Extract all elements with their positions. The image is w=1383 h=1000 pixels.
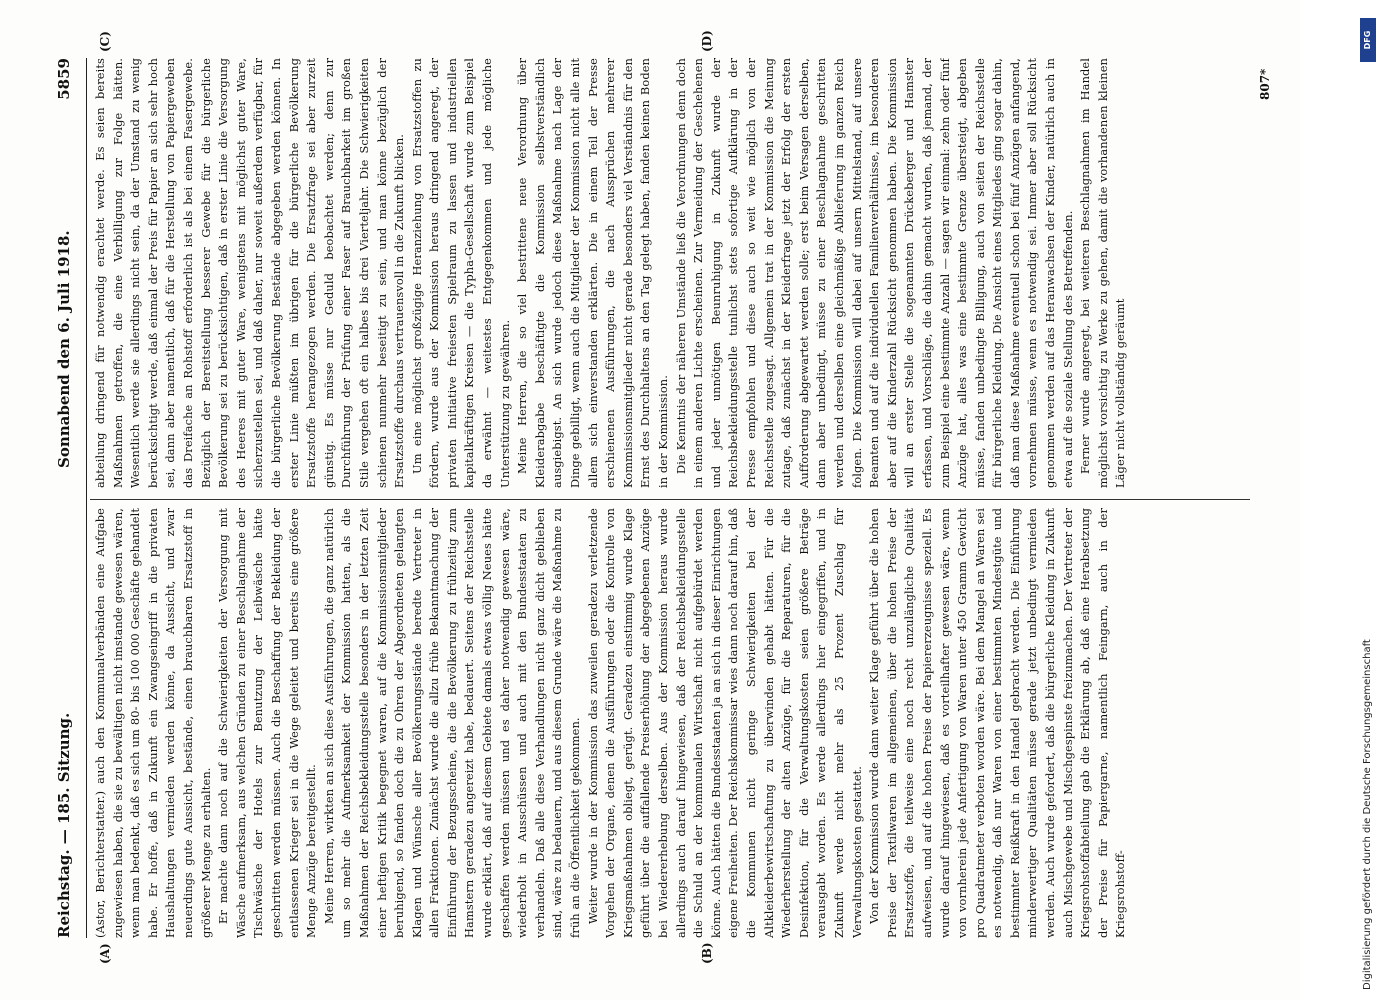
header-left: Reichstag. — 185. Sitzung. (55, 712, 73, 938)
footer-number: 807* (1258, 68, 1272, 100)
page-header (55, 58, 83, 938)
margin-marker-c: (C) (98, 31, 112, 52)
paragraph: Meine Herren, wirkten an sich diese Ausführungen, die ganz natürlich um so mehr die Aufmerksamkeit der Kommission hatten, als die Maßnahmen der Reichsbekleidungsstelle besonders in der letzten Zeit einer heftigen Kritik begegnet waren, auf die Kommissionsmitglieder beruhigend, so fanden doch die zu Ohren der Abgeordneten gelangten Klagen und Wünsche aller Bevölkerungsstände beredte Vertreter in allen Fraktionen. Zunächst wurde die allzu frühe Bekanntmachung der Einführung der Bezugsscheine, die die Bevölkerung zu frühzeitig zum Hamstern geradezu angereizt habe, bedauert. Seitens der Reichsstelle wurde erklärt, daß auf diesem Gebiete damals etwas völlig Neues hätte geschaffen werden müssen und es daher notwendig gewesen wäre, wiederholt in Ausschüssen und auch mit den Bundesstaaten zu verhandeln. Daß alle diese Verhandlungen nicht ganz dicht geblieben sind, wäre zu bedauern, und aus diesem Grunde wäre die Maßnahme zu früh an die Öffentlichkeit gekommen. (321, 508, 583, 938)
text-column-right (92, 58, 1252, 488)
paragraph: Um eine möglichst großzügige Heranziehung von Ersatzstoffen zu fördern, wurde aus der Kommission heraus dringend angeregt, der privaten Initiative freiesten Spielraum zu lassen und industriellen kapitalkräftigen Kreisen — die Typha-Gesellschaft wurde zum Beispiel da erwähnt — weitestes Entgegenkommen und jede mögliche Unterstützung zu gewähren. (409, 58, 512, 488)
paragraph: (Astor, Berichterstatter.) auch den Kommunalverbänden eine Aufgabe zugewiesen haben, die sie zu bewältigen nicht imstande gewesen wären, wenn man bedenkt, daß es sich um 80- bis 100 000 Geschäfte gehandelt habe. Er hoffe, daß in Zukunft ein Zwangseingriff in die privaten Haushaltungen vermieden werden könne, da Aussicht, und zwar neuerdings gute Aussicht, bestände, einen brauchbaren Ersatzstoff in größerer Menge zu erhalten. (93, 508, 213, 938)
paragraph: abteilung dringend für notwendig erachtet werde. Es seien bereits Maßnahmen getroffen, die eine Verbilligung zur Folge hätten. Wesentlich werde sie allerdings nicht sein, da der Umstand zu wenig berücksichtigt werde, daß einmal der Preis für Papier an sich sehr hoch sei, dann aber namentlich, daß für die Herstellung von Papiergeweben das Dreifache an Rohstoff erforderlich ist als bei einem Fasergewebe. Bezüglich der Bereitstellung besserer Gewebe für die bürgerliche Bevölkerung sei zu berücksichtigen, daß in erster Linie die Versorgung des Heeres mit guter Ware, wenigstens mit möglichst guter Ware, sicherzustellen sei, und daß daher, nur soweit außerdem verfügbar, für die bürgerliche Bevölkerung Bestände abgegeben werden können. In erster Linie müßten im übrigen für die bürgerliche Bevölkerung Ersatzstoffe herangezogen werden. Die Ersatzfrage sei aber zurzeit günstig. Es müsse nur Geduld beobachtet werden; denn zur Durchführung der Prüfung einer Faser auf Brauchbarkeit im großen Stile vergehen oft ein halbes bis drei Vierteljahr. Die Schwierigkeiten schienen nunmehr beseitigt zu sein, und man könne bezüglich der Ersatzstoffe durchaus vertrauensvoll in die Zukunft blicken. (93, 58, 407, 488)
header-rule (86, 58, 87, 938)
margin-marker-a: (A) (98, 943, 112, 964)
digitization-note (1358, 10, 1378, 990)
paragraph: Meine Herren, die so viel bestrittene neue Verordnung über Kleiderabgabe beschäftigte die Kommission selbstverständlich ausgiebigst. An sich wurde jedoch diese Maßnahme nach Lage der Dinge gebilligt, wenn auch die Mitglieder der Kommission nicht alle mit allem sich einverstanden erklärten. Die in einem Teil der Presse erschienenen Ausführungen, die nach Aussprüchen mehrerer Kommissionsmitglieder nicht gerade besonders viel Verständnis für den Ernst des Durchhaltens an den Tag gelegt haben, fanden keinen Boden in der Kommission. (515, 58, 670, 488)
paragraph: Ferner wurde angeregt, bei weiteren Beschlagnahmen im Handel möglichst vorsichtig zu Werke zu gehen, damit die vorhandenen kleinen Läger nicht vollständig geräumt (1078, 58, 1128, 488)
paragraph: Von der Kommission wurde dann weiter Klage geführt über die hohen Preise der Textilwaren im allgemeinen, über die hohen Preise der Ersatzstoffe, die teilweise eine noch recht unzulängliche Qualität aufweisen, und auf die hohen Preise der Papiererzeugnisse speziell. Es wurde darauf hingewiesen, daß es vorteilhafter gewesen wäre, wenn von vornherein jede Anfertigung von Waren unter 450 Gramm Gewicht pro Quadratmeter verboten worden wäre. Bei dem Mangel an Waren sei es notwendig, daß nur Waren von einer bestimmten Mindestgüte und bestimmter Reißkraft in den Handel gebracht werden. Die Einführung minderwertiger Qualitäten müsse gerade jetzt unbedingt vermieden werden. Auch wurde gefordert, daß die bürgerliche Kleidung in Zukunft auch Mischgewebe und Mischgespinste freizumachen. Der Vertreter der Kriegsrohstoffabteilung gab die Erklärung ab, daß eine Herabsetzung der Preise für Papiergarne, namentlich Feingarn, auch in der Kriegsrohstoff- (867, 508, 1128, 938)
paragraph: Er machte dann noch auf die Schwierigkeiten der Versorgung mit Wäsche aufmerksam, aus welchen Gründen zu einer Beschlagnahme der Tischwäsche der Hotels zur Benutzung der Leibwäsche hätte geschritten werden müssen. Auch die Beschaffung der Bekleidung der entlassenen Krieger sei in die Wege geleitet und bereits eine größere Menge Anzüge bereitgestellt. (216, 508, 319, 938)
dfg-logo-text: DFG (1363, 30, 1372, 50)
digitization-strip (1358, 10, 1378, 990)
text-column-left (92, 508, 1252, 938)
margin-marker-b: (B) (700, 942, 714, 964)
header-date: Sonnabend den 6. Juli 1918. (55, 230, 73, 468)
paragraph: Weiter wurde in der Kommission das zuweilen geradezu verletzende Vorgehen der Organe, denen die Ausführungen oder die Kontrolle von Kriegsmaßnahmen obliegt, gerügt. Geradezu einstimmig wurde Klage geführt über die auffallende Preiserhöhung der abgegebenen Anzüge bei Wiedererhebung derselben. Aus der Kommission heraus wurde allerdings auch darauf hingewiesen, daß der Reichsbekleidungsstelle die Schuld an der kommunalen Wirtschaft nicht aufgebürdet werden könne. Auch hätten die Bundesstaaten ja an sich in dieser Einrichtungen eigene Freiheiten. Der Reichskommissar wies dann noch darauf hin, daß die Kommunen nicht geringe Schwierigkeiten bei der Altkleiderbewirtschaftung zu überwinden gehabt hätten. Für die Wiederherstellung der alten Anzüge, für die Reparaturen, für die Desinfektion, für die Verwaltungskosten seien größere Beträge verausgabt worden. Es werde allerdings hier eingegriffen, und in Zukunft werde nicht mehr als 25 Prozent Zuschlag für Verwaltungskosten gestattet. (585, 508, 864, 938)
column-divider (90, 499, 1250, 500)
digitization-note-text: Digitalisierung gefördert durch die Deutsche Forschungsgemeinschaft (1362, 639, 1373, 990)
paragraph: Die Kenntnis der näheren Umstände ließ die Verordnungen denn doch in einem anderen Lichte erscheinen. Zur Vermeidung der Geschehenen und jeder unnötigen Beunruhigung in Zukunft wurde der Reichsbekleidungsstelle tunlichst stets sofortige Aufklärung in der Presse empfohlen und diese auch so weit wie möglich von der Reichsstelle zugesagt. Allgemein trat in der Kommission die Meinung zutage, daß zunächst in der Kleiderfrage jetzt der Erfolg der ersten Aufforderung abgewartet werden solle; erst beim Versagen derselben, dann aber unbedingt, müsse zu einer Beschlagnahme geschritten werden und derselben eine gleichmäßige Ablieferung im ganzen Reich folgen. Die Kommission will dabei auf unsern Mittelstand, auf unsere Beamten und auf die individuellen Familienverhältnisse, im besonderen aber auf die Kinderzahl Rücksicht genommen haben. Die Kommission will an erster Stelle die sogenannten Drückeberger und Hamster erfassen, und Vorschläge, die dahin gemacht wurden, daß jemand, der zum Beispiel eine bestimmte Anzahl — sagen wir einmal: zehn oder fünf Anzüge hat, alles was eine bestimmte Grenze übersteigt, abgeben müsse, fanden unbedingte Billigung, auch von seiten der Reichsstelle für bürgerliche Kleidung. Die Ansicht eines Mitgliedes ging sogar dahin, daß man diese Maßnahme eventuell schon bei fünf Anzügen anfangend, vornehmen müsse, wenn es notwendig sei. Immer aber soll Rücksicht genommen werden auf das Heranwachsen der Kinder, natürlich auch in etwa auf die soziale Stellung des Betreffenden. (673, 58, 1075, 488)
margin-marker-d: (D) (700, 30, 714, 52)
page-number: 5859 (55, 58, 73, 100)
